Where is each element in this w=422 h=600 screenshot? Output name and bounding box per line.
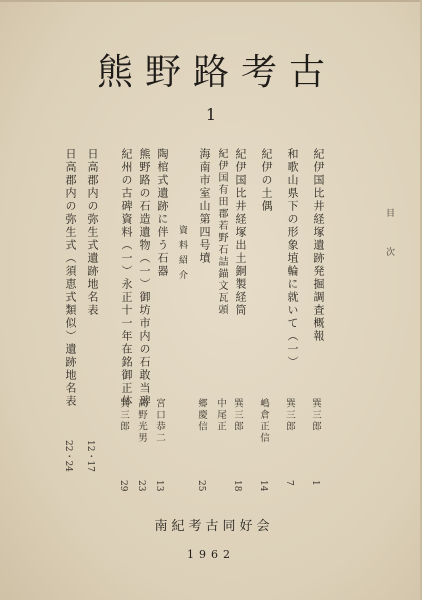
paper-edge-top bbox=[0, 0, 422, 2]
publisher-name: 南紀考古同好会 bbox=[154, 519, 274, 534]
toc-entry-title: 陶棺式遺跡に伴う石器 bbox=[156, 148, 169, 278]
toc-entry-title: 海南市室山第四号墳 bbox=[198, 148, 211, 265]
journal-title: 熊野路考古 bbox=[96, 52, 337, 93]
toc-entry-page: 18 bbox=[232, 480, 242, 492]
toc-entry-title: 紀伊国比井経塚出土銅製経筒 bbox=[234, 148, 247, 317]
toc-entry-author: 巽三郎 bbox=[310, 398, 321, 433]
toc-entry-page: 23 bbox=[136, 480, 146, 492]
toc-entry-page: 13 bbox=[154, 480, 164, 492]
toc-entry-author: 嶋倉正信 bbox=[258, 398, 269, 444]
toc-entry-author: 中尾正 bbox=[215, 398, 226, 433]
toc-entry-author: 高野光男 bbox=[136, 398, 147, 444]
toc-entry-page: 25 bbox=[196, 480, 206, 492]
toc-entry-title: 和歌山県下の形象埴輪に就いて（一） bbox=[286, 148, 299, 369]
toc-entry-title: 日高郡内の弥生式（須恵式類似）遺跡地名表 bbox=[64, 148, 77, 408]
publication-year: 1962 bbox=[187, 548, 235, 561]
toc-entry-title: 紀州の古碑資料（一）永正十一年在銘御正体 bbox=[120, 148, 133, 408]
toc-entry-author: 宮口恭二 bbox=[154, 398, 165, 444]
toc-entry-page: 29 bbox=[118, 480, 128, 492]
toc-entry-author: 巽三郎 bbox=[232, 398, 243, 433]
toc-entry-author: 郷慶信 bbox=[196, 398, 207, 433]
toc-entry-page: 1 bbox=[310, 480, 320, 486]
section-heading: 資料紹介 bbox=[177, 225, 187, 285]
toc-entry-title: 紀伊国比井経塚遺跡発掘調査概報 bbox=[312, 148, 325, 343]
volume-number: 1 bbox=[205, 105, 217, 124]
toc-entry-page: 14 bbox=[258, 480, 268, 492]
toc-entry-title: 紀伊の土偶 bbox=[260, 148, 273, 213]
toc-label: 目次 bbox=[384, 208, 394, 286]
toc-entry-title: 紀伊国有田郡若野石詰錨文瓦頭 bbox=[216, 148, 227, 316]
toc-entry-page: 7 bbox=[284, 480, 294, 486]
toc-entry-page: 12・17 bbox=[85, 440, 95, 472]
toc-entry-title: 日高郡内の弥生式遺跡地名表 bbox=[86, 148, 99, 317]
toc-entry-author: 巽三郎 bbox=[284, 398, 295, 433]
toc-entry-title: 熊野路の石造遺物（一）御坊市内の石敢当碑 bbox=[138, 148, 151, 408]
toc-entry-page: 22・24 bbox=[63, 440, 73, 472]
toc-entry-author: 巽三郎 bbox=[118, 398, 129, 433]
